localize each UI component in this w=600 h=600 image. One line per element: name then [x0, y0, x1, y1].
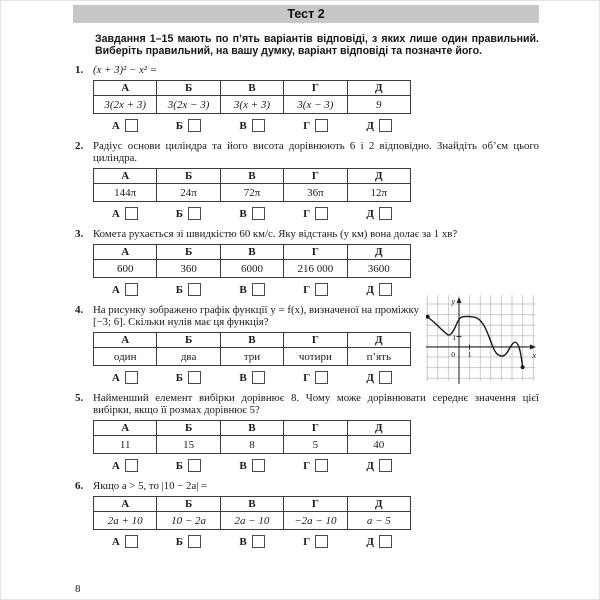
- x-tick-label: 1: [467, 350, 472, 360]
- option-value: 36π: [284, 184, 347, 202]
- option-letter-header: В: [220, 333, 283, 348]
- answer-checkbox[interactable]: [188, 459, 201, 472]
- answer-checkbox[interactable]: [125, 371, 138, 384]
- test-header-bar: [73, 5, 539, 23]
- answer-checkbox-row: [93, 283, 411, 296]
- answer-letter: А: [111, 207, 120, 220]
- option-value: п’ять: [347, 348, 410, 366]
- option-value: 8: [220, 436, 283, 454]
- answer-checkbox[interactable]: [125, 535, 138, 548]
- options-table: [93, 496, 411, 530]
- answer-letter: Б: [175, 535, 184, 548]
- option-letter-header: Г: [284, 333, 347, 348]
- options-table: [93, 168, 411, 202]
- question-block-1: [73, 64, 539, 132]
- option-value: 5: [284, 436, 347, 454]
- option-value: 2a − 10: [220, 512, 283, 530]
- answer-checkbox[interactable]: [379, 535, 392, 548]
- option-value: 3(2x − 3): [157, 96, 220, 114]
- question-number: 5.: [75, 392, 84, 405]
- answer-letter: Д: [366, 459, 374, 472]
- option-letter-header: А: [94, 81, 157, 96]
- answer-letter: А: [111, 119, 120, 132]
- option-letter-header: Б: [157, 421, 220, 436]
- question-block-5: [73, 392, 539, 472]
- option-value: a − 5: [347, 512, 410, 530]
- option-value: 216 000: [284, 260, 347, 278]
- option-value: 3(2x + 3): [94, 96, 157, 114]
- answer-checkbox[interactable]: [315, 459, 328, 472]
- option-letter-header: В: [220, 497, 283, 512]
- answer-checkbox[interactable]: [125, 119, 138, 132]
- option-value: 40: [347, 436, 410, 454]
- option-letter-header: Г: [284, 421, 347, 436]
- answer-letter: Б: [175, 283, 184, 296]
- answer-checkbox[interactable]: [188, 371, 201, 384]
- answer-letter: В: [239, 535, 247, 548]
- question-block-6: [73, 480, 539, 548]
- answer-checkbox[interactable]: [188, 119, 201, 132]
- question-block-3: [73, 228, 539, 296]
- option-value: 9: [347, 96, 410, 114]
- answer-letter: Д: [366, 371, 374, 384]
- instructions-text: Завдання 1–15 мають по п’ять варіантів відповіді, з яких лише один правильний. Виберіть правильний, на вашу думку, варіант відповіді та позначте його.: [95, 33, 539, 58]
- answer-letter: Б: [175, 371, 184, 384]
- answer-letter: Д: [366, 207, 374, 220]
- option-value: три: [220, 348, 283, 366]
- option-letter-header: Г: [284, 169, 347, 184]
- option-value: 3(x + 3): [220, 96, 283, 114]
- option-letter-header: Д: [347, 421, 410, 436]
- option-letter-header: В: [220, 245, 283, 260]
- option-letter-header: А: [94, 421, 157, 436]
- answer-checkbox[interactable]: [315, 535, 328, 548]
- answer-letter: Б: [175, 207, 184, 220]
- answer-letter: Д: [366, 283, 374, 296]
- option-letter-header: Б: [157, 333, 220, 348]
- option-letter-header: Б: [157, 81, 220, 96]
- answer-checkbox[interactable]: [379, 119, 392, 132]
- option-letter-header: Г: [284, 81, 347, 96]
- option-value: 72π: [220, 184, 283, 202]
- option-letter-header: А: [94, 169, 157, 184]
- answer-checkbox-row: [93, 459, 411, 472]
- y-axis-label: y: [451, 297, 455, 307]
- option-letter-header: Д: [347, 497, 410, 512]
- answer-checkbox[interactable]: [379, 283, 392, 296]
- options-table: [93, 332, 411, 366]
- option-value: 600: [94, 260, 157, 278]
- question-number: 1.: [75, 64, 84, 77]
- answer-letter: Д: [366, 119, 374, 132]
- question-number: 4.: [75, 304, 84, 317]
- curve-end-point: [521, 366, 525, 370]
- answer-checkbox[interactable]: [379, 459, 392, 472]
- answer-letter: Г: [303, 459, 311, 472]
- option-value: −2a − 10: [284, 512, 347, 530]
- options-table: [93, 80, 411, 114]
- option-value: один: [94, 348, 157, 366]
- y-tick-label: 1: [452, 333, 456, 343]
- answer-checkbox[interactable]: [315, 119, 328, 132]
- answer-checkbox[interactable]: [379, 371, 392, 384]
- answer-letter: Г: [303, 535, 311, 548]
- option-value: два: [157, 348, 220, 366]
- option-letter-header: Д: [347, 245, 410, 260]
- option-letter-header: В: [220, 421, 283, 436]
- option-value: 15: [157, 436, 220, 454]
- answer-checkbox[interactable]: [252, 283, 265, 296]
- question-number: 6.: [75, 480, 84, 493]
- answer-checkbox[interactable]: [252, 535, 265, 548]
- answer-checkbox[interactable]: [188, 207, 201, 220]
- answer-letter: Г: [303, 283, 311, 296]
- option-letter-header: Г: [284, 497, 347, 512]
- answer-letter: Г: [303, 207, 311, 220]
- answer-checkbox-row: [93, 119, 411, 132]
- answer-checkbox-row: [93, 535, 411, 548]
- answer-checkbox[interactable]: [125, 207, 138, 220]
- answer-letter: Б: [175, 459, 184, 472]
- option-letter-header: А: [94, 497, 157, 512]
- question-block-4: [73, 297, 539, 384]
- option-letter-header: В: [220, 81, 283, 96]
- option-value: 3(x − 3): [284, 96, 347, 114]
- option-letter-header: А: [94, 245, 157, 260]
- answer-checkbox[interactable]: [315, 371, 328, 384]
- option-letter-header: Д: [347, 169, 410, 184]
- answer-letter: Д: [366, 535, 374, 548]
- answer-letter: А: [111, 283, 120, 296]
- answer-letter: А: [111, 459, 120, 472]
- option-value: 3600: [347, 260, 410, 278]
- answer-letter: В: [239, 283, 247, 296]
- answer-checkbox-row: [93, 207, 411, 220]
- graph-grid: [426, 295, 535, 381]
- answer-letter: В: [239, 459, 247, 472]
- question-text: Найменший елемент вибірки дорівнює 8. Чому може дорівнювати середнє значення цієї вибірки, якщо її розмах дорівнює 5?: [93, 392, 539, 417]
- answer-checkbox[interactable]: [252, 371, 265, 384]
- answer-checkbox[interactable]: [252, 119, 265, 132]
- question-text: (x + 3)² − x² =: [93, 64, 158, 77]
- answer-checkbox[interactable]: [379, 207, 392, 220]
- option-letter-header: Б: [157, 497, 220, 512]
- option-value: 6000: [220, 260, 283, 278]
- option-value: 360: [157, 260, 220, 278]
- answer-checkbox-row: [93, 371, 411, 384]
- answer-letter: Г: [303, 119, 311, 132]
- question-block-2: [73, 140, 539, 220]
- answer-checkbox[interactable]: [188, 283, 201, 296]
- answer-letter: Г: [303, 371, 311, 384]
- option-value: 11: [94, 436, 157, 454]
- question-text: Якщо a > 5, то |10 − 2a| =: [93, 480, 208, 493]
- option-letter-header: Б: [157, 169, 220, 184]
- option-letter-header: Б: [157, 245, 220, 260]
- answer-letter: В: [239, 371, 247, 384]
- test-title: Тест 2: [287, 7, 325, 21]
- option-letter-header: В: [220, 169, 283, 184]
- answer-checkbox[interactable]: [125, 459, 138, 472]
- answer-checkbox[interactable]: [315, 283, 328, 296]
- option-value: 12π: [347, 184, 410, 202]
- answer-checkbox[interactable]: [125, 283, 138, 296]
- answer-letter: В: [239, 119, 247, 132]
- answer-letter: А: [111, 371, 120, 384]
- answer-checkbox[interactable]: [252, 207, 265, 220]
- options-table: [93, 244, 411, 278]
- option-value: 24π: [157, 184, 220, 202]
- option-value: 144π: [94, 184, 157, 202]
- option-value: чотири: [284, 348, 347, 366]
- option-letter-header: Г: [284, 245, 347, 260]
- x-axis-label: x: [532, 351, 536, 361]
- options-table: [93, 420, 411, 454]
- question-text: На рисунку зображено графік функції y = f(x), визначеної на проміжку [−3; 6]. Скільки нулів має ця функція?: [93, 304, 419, 329]
- option-letter-header: Д: [347, 333, 410, 348]
- answer-letter: А: [111, 535, 120, 548]
- page-number: 8: [75, 583, 81, 595]
- question-text: Комета рухається зі швидкістю 60 км/с. Яку відстань (у км) вона долає за 1 хв?: [93, 228, 458, 241]
- answer-letter: В: [239, 207, 247, 220]
- option-letter-header: А: [94, 333, 157, 348]
- answer-checkbox[interactable]: [188, 535, 201, 548]
- answer-checkbox[interactable]: [315, 207, 328, 220]
- answer-checkbox[interactable]: [252, 459, 265, 472]
- question-number: 2.: [75, 140, 84, 153]
- test-page: [1, 1, 599, 548]
- function-graph: [426, 294, 539, 391]
- answer-letter: Б: [175, 119, 184, 132]
- question-text: Радіус основи циліндра та його висота дорівнюють 6 і 2 відповідно. Знайдіть об’єм цього циліндра.: [93, 140, 539, 165]
- option-value: 2a + 10: [94, 512, 157, 530]
- option-letter-header: Д: [347, 81, 410, 96]
- question-number: 3.: [75, 228, 84, 241]
- option-value: 10 − 2a: [157, 512, 220, 530]
- origin-label: 0: [451, 350, 455, 360]
